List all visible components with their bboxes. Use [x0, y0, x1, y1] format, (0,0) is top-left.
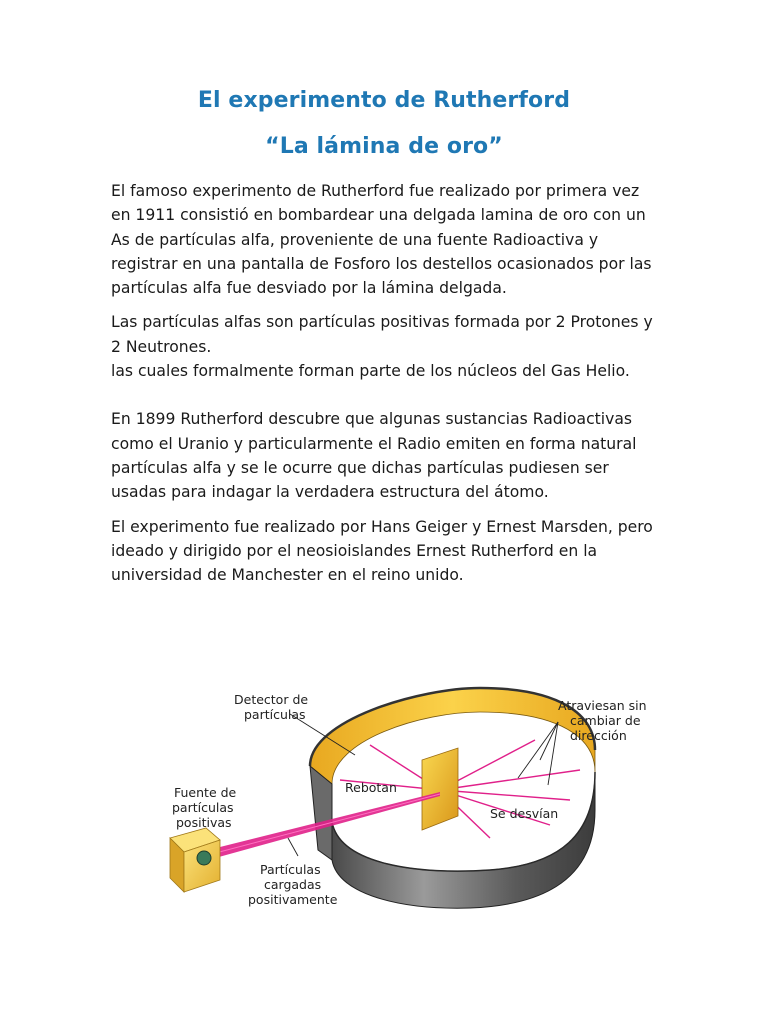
label-cargadas-1: Partículas: [260, 862, 321, 877]
label-detector-1: Detector de: [234, 692, 309, 707]
text-line: registrar en una pantalla de Fosforo los destellos ocasionados por las: [111, 254, 652, 273]
paragraph-3: [111, 407, 671, 504]
document-subtitle: “La lámina de oro”: [265, 134, 503, 159]
text-line: El experimento fue realizado por Hans Geiger y Ernest Marsden, pero: [111, 517, 653, 536]
gold-foil: [422, 748, 458, 830]
label-cargadas-3: positivamente: [248, 892, 338, 907]
label-rebotan: Rebotan: [345, 780, 397, 795]
text-line: como el Uranio y particularmente el Radio emiten en forma natural: [111, 434, 637, 453]
label-detector-2: partículas: [244, 707, 306, 722]
text-line: En 1899 Rutherford descubre que algunas sustancias Radioactivas: [111, 410, 633, 429]
document-title: El experimento de Rutherford: [197, 88, 571, 113]
label-fuente-2: partículas: [172, 800, 234, 815]
text-line: ideado y dirigido por el neosioislandes Ernest Rutherford en la: [111, 541, 598, 560]
text-line: El famoso experimento de Rutherford fue realizado por primera vez: [111, 182, 640, 200]
paragraph-4: [111, 515, 671, 588]
text-line: universidad de Manchester en el reino unido.: [111, 566, 464, 585]
text-line: Las partículas alfas son partículas positivas formada por 2 Protones y: [111, 313, 653, 332]
text-line: partículas alfa y se le ocurre que dichas partículas pudiesen ser: [111, 458, 609, 477]
paragraph-1: [111, 179, 671, 300]
rutherford-diagram: [140, 660, 660, 920]
label-fuente-3: positivas: [176, 815, 232, 830]
label-atraviesan-3: dirección: [570, 728, 627, 743]
label-se-desvian: Se desvían: [490, 806, 559, 821]
label-atraviesan-1: Atraviesan sin: [558, 698, 647, 713]
label-cargadas-2: cargadas: [264, 877, 322, 892]
particle-source: [170, 828, 220, 892]
label-atraviesan-2: cambiar de: [570, 713, 641, 728]
text-line: las cuales formalmente forman parte de los núcleos del Gas Helio.: [111, 362, 630, 381]
paragraph-2: [111, 310, 671, 383]
text-line: usadas para indagar la verdadera estructura del átomo.: [111, 483, 549, 502]
body-text: [111, 179, 671, 597]
label-fuente-1: Fuente de: [174, 785, 237, 800]
text-line: en 1911 consistió en bombardear una delgada lamina de oro con un: [111, 206, 646, 225]
text-line: As de partículas alfa, proveniente de una fuente Radioactiva y: [111, 230, 599, 249]
text-line: 2 Neutrones.: [111, 337, 212, 356]
text-line: partículas alfa fue desviado por la lámina delgada.: [111, 279, 507, 298]
